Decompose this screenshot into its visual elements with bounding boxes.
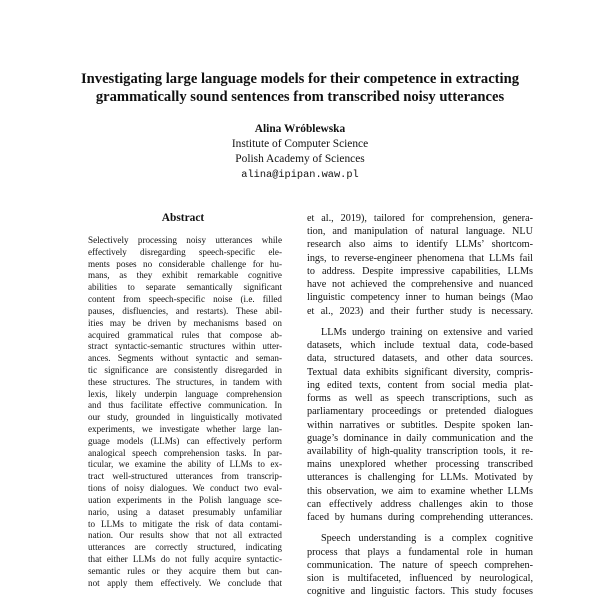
text-line: ities may be driven by mechanisms based on bbox=[88, 317, 282, 328]
text-line: Speech understanding is a complex cognitive bbox=[321, 533, 533, 545]
text-line: analogical speech comprehension tasks. In par- bbox=[88, 447, 282, 458]
text-line: ing edited texts, content from social media plat- bbox=[307, 379, 533, 391]
text-line: have not achieved the comprehensive and nuanced bbox=[307, 279, 533, 291]
text-line: datasets, which include textual data, code-based bbox=[307, 340, 533, 352]
text-line: parliamentary proceedings or pretended dialogues bbox=[307, 406, 533, 418]
text-line: not apply them effectively. We conclude that bbox=[88, 577, 282, 588]
text-line: acquired grammatical rules that compose ab- bbox=[88, 329, 282, 340]
text-line: process that plays a fundamental role in human bbox=[307, 546, 533, 558]
text-line: nario, using a dataset presumably unfamiliar bbox=[88, 506, 282, 517]
introduction-column bbox=[307, 212, 533, 599]
text-line: content from speech-specific noise (i.e. filled bbox=[88, 294, 282, 305]
affiliation-academy: Polish Academy of Sciences bbox=[235, 153, 365, 166]
text-line: this observation, we aim to examine whether LLMs bbox=[307, 485, 533, 497]
author-block bbox=[150, 122, 450, 183]
author-name: Alina Wróblewska bbox=[254, 123, 346, 135]
title-line: Investigating large language models for their competence in extracting bbox=[80, 71, 520, 87]
text-line: pauses, disfluencies, and restarts). These abil- bbox=[88, 305, 282, 316]
text-line: and thus facilitate effective communication. In bbox=[88, 400, 282, 411]
text-line: uation experiments in the Polish language sce- bbox=[88, 494, 282, 505]
text-line: ances. Segments without syntactic and seman- bbox=[88, 353, 282, 364]
text-line: utterances is challenging for LLMs. Motivated by bbox=[307, 472, 533, 484]
text-line: cognitive and linguistic factors. This study focuses bbox=[307, 586, 533, 598]
text-line: utterances are correctly structured, indicating bbox=[88, 542, 282, 553]
text-line: to address. Despite impressive capabilities, LLMs bbox=[307, 265, 533, 277]
text-line: tion, and manipulation of natural language. NLU bbox=[307, 226, 533, 238]
text-line: mains unexplored whether processing transcribed bbox=[307, 459, 533, 471]
paper-title bbox=[40, 70, 560, 106]
text-line: communication. The nature of speech comprehen- bbox=[307, 559, 533, 571]
text-line: effectively disregarding speech-specific ele- bbox=[88, 246, 282, 257]
text-line: stract syntactic-semantic structures within utter- bbox=[88, 341, 282, 352]
text-line: that either LLMs do not fully acquire syntactic- bbox=[88, 553, 282, 564]
text-line: guage models (LLMs) can effectively perform bbox=[88, 435, 282, 446]
abstract-body bbox=[88, 235, 282, 589]
text-line: forms as well as speech transcriptions, such as bbox=[307, 393, 533, 405]
text-line: these structures. The structures, in tandem with bbox=[88, 376, 282, 387]
text-line: faced by humans during comprehending utterances. bbox=[307, 512, 533, 524]
text-line: semantic rules or they acquire them but can- bbox=[88, 565, 282, 576]
text-line: linguistic competency inner to human beings (Mao bbox=[307, 292, 533, 304]
text-line: Textual data exhibits significant diversity, compris- bbox=[307, 366, 533, 378]
text-line: sion is multifaceted, influenced by neurological, bbox=[307, 573, 533, 585]
text-line: experiments, we investigate whether large lan- bbox=[88, 424, 282, 434]
text-line: tract well-structured utterances from transcrip- bbox=[88, 471, 282, 482]
text-line: et al., 2023) and their further study is necessary. bbox=[307, 305, 533, 317]
text-line: data, structured datasets, and other data sources. bbox=[307, 353, 533, 365]
text-line: LLMs undergo training on extensive and varied bbox=[321, 326, 533, 338]
text-line: tions of noisy dialogues. We conduct two eval- bbox=[88, 483, 282, 494]
affiliation-institute: Institute of Computer Science bbox=[231, 138, 369, 151]
text-line: availability of high-quality transcription tools, it re- bbox=[307, 445, 533, 457]
text-line: ments poses no considerable challenge for hu- bbox=[88, 258, 282, 269]
text-line: research also aims to identify LLMs’ shortcom- bbox=[307, 239, 533, 251]
text-line: guage’s dominance in daily communication and the bbox=[307, 432, 533, 444]
title-line: grammatically sound sentences from transcribed noisy utterances bbox=[95, 89, 505, 105]
text-line: et al., 2019), tailored for comprehension, genera- bbox=[307, 213, 533, 224]
text-line: mans, as they exhibit remarkable cognitive bbox=[88, 270, 282, 281]
text-line: tic significance are consistently disregarded in bbox=[88, 364, 282, 375]
text-line: nation. Our results show that not all extracted bbox=[88, 530, 282, 541]
text-line: our study, grounded in linguistically motivated bbox=[88, 412, 282, 423]
text-line: Selectively processing noisy utterances while bbox=[88, 235, 282, 245]
text-line: within narratives or subtitles. Despite spoken lan- bbox=[307, 419, 533, 431]
abstract-heading: Abstract bbox=[161, 212, 205, 224]
text-line: lexis, likely underpin language comprehension bbox=[88, 388, 282, 399]
text-line: to LLMs to mitigate the risk of data contami- bbox=[88, 518, 282, 529]
text-line: ticular, we examine the ability of LLMs to ex- bbox=[88, 459, 282, 470]
text-line: can effectively address challenges akin to those bbox=[307, 498, 533, 510]
text-line: abilities to separate semantically significant bbox=[88, 282, 282, 293]
text-line: ings, to reverse-engineer phenomena that LLMs fail bbox=[307, 252, 533, 264]
author-email[interactable]: alina@ipipan.waw.pl bbox=[241, 168, 359, 181]
